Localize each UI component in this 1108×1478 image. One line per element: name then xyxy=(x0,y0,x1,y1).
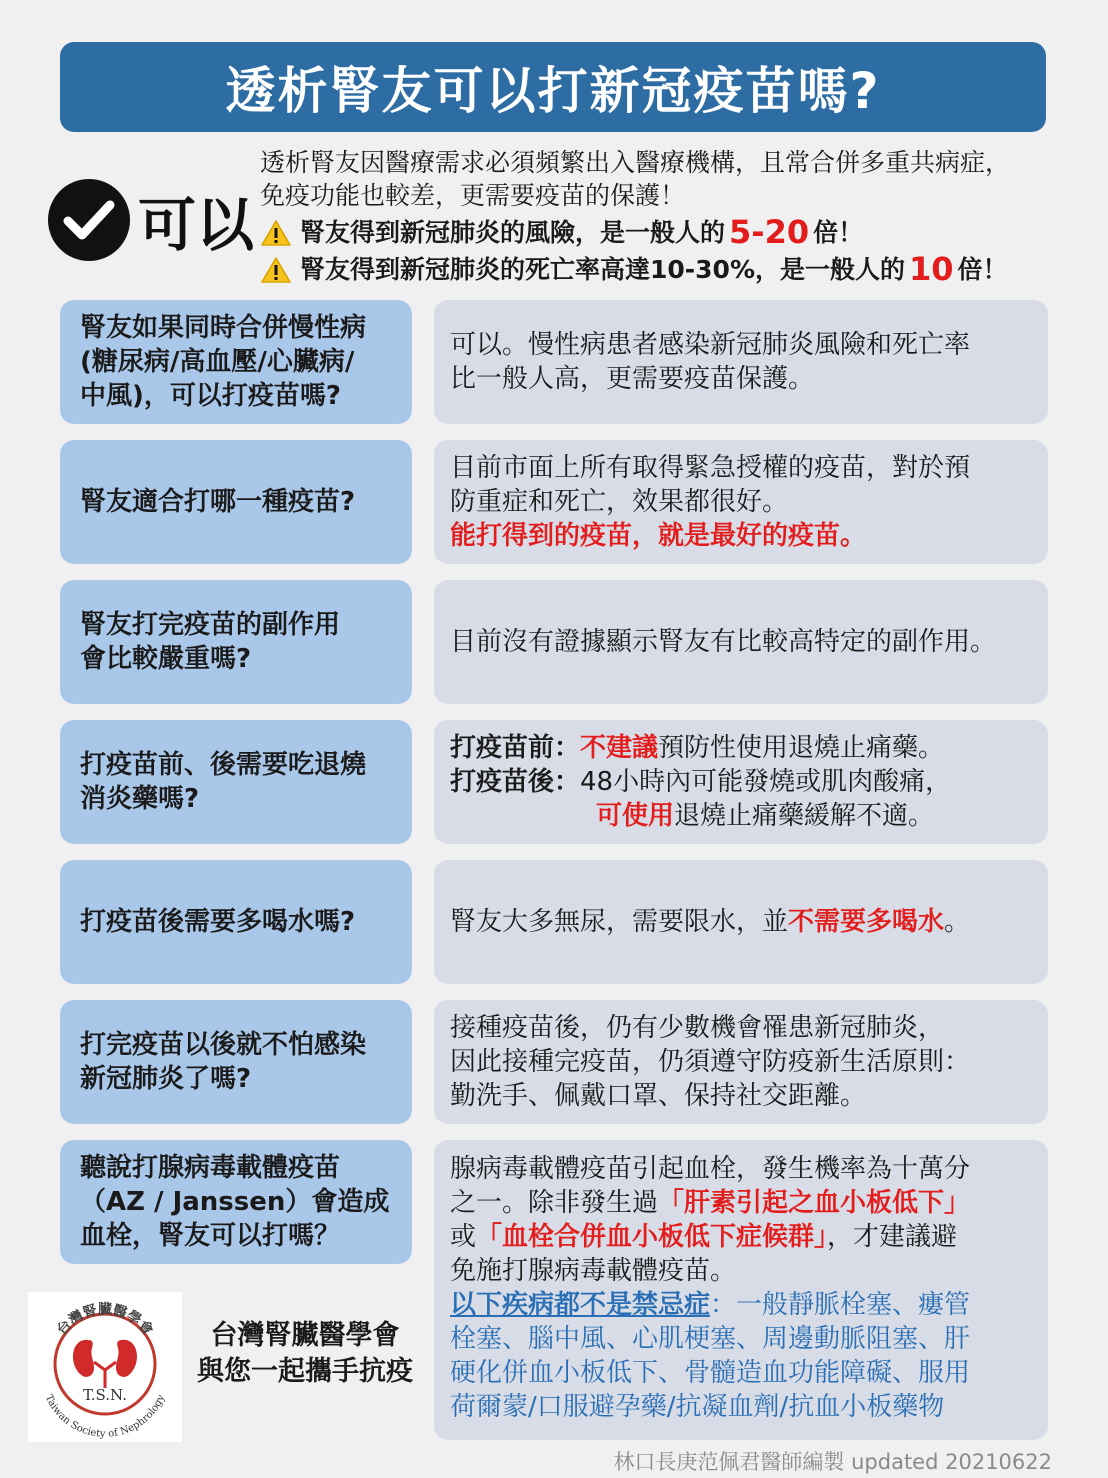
intro-line: 透析腎友因醫療需求必須頻繁出入醫療機構，且常合併多重共病症， xyxy=(260,148,1011,177)
answer-box xyxy=(434,440,1048,564)
society-logo xyxy=(28,1292,182,1442)
warning-mortality xyxy=(260,250,1060,288)
answer-line xyxy=(450,731,951,765)
question-line: 腎友適合打哪一種疫苗? xyxy=(80,487,356,517)
answer-box xyxy=(434,1140,1048,1440)
question-line: 消炎藥嗎? xyxy=(80,784,200,814)
answer-text: 。 xyxy=(944,907,971,937)
question-box xyxy=(60,300,412,424)
answer-text: ：一般靜脈栓塞、瘻管 xyxy=(710,1290,971,1320)
question-line: 會比較嚴重嗎? xyxy=(80,644,252,674)
warning-icon xyxy=(260,219,292,247)
question-line: 血栓，腎友可以打嗎？ xyxy=(80,1221,341,1251)
answer-line xyxy=(450,799,951,833)
answer-highlight: 「肝素引起之血小板低下」 xyxy=(658,1188,971,1218)
answer-highlight: 不需要多喝水 xyxy=(788,907,945,937)
intro-text xyxy=(260,146,1060,286)
risk-multiplier: 5-20 xyxy=(729,213,810,251)
answer-line: 接種疫苗後，仍有少數機會罹患新冠肺炎， xyxy=(450,1013,945,1043)
question-line: 腎友打完疫苗的副作用 xyxy=(80,610,341,640)
answer-text: 預防性使用退燒止痛藥。 xyxy=(658,733,945,763)
answer-text: 48小時內可能發燒或肌肉酸痛， xyxy=(580,767,952,797)
question-box xyxy=(60,580,412,704)
check-icon xyxy=(48,179,130,261)
qa-item xyxy=(60,1000,1050,1124)
question-line: 打疫苗後需要多喝水嗎? xyxy=(80,907,356,937)
answer-line: 防重症和死亡，效果都很好。 xyxy=(450,487,789,517)
question-line: （AZ / Janssen）會造成 xyxy=(80,1187,390,1217)
qa-item xyxy=(60,580,1050,704)
warning-icon xyxy=(260,256,292,284)
qa-item xyxy=(60,860,1050,984)
question-line: (糖尿病/高血壓/心臟病/ xyxy=(80,347,355,377)
warning-text: 倍！ xyxy=(957,255,1008,284)
question-line: 打疫苗前、後需要吃退燒 xyxy=(80,750,367,780)
answer-line: 栓塞、腦中風、心肌梗塞、周邊動脈阻塞、肝 xyxy=(450,1324,971,1354)
qa-item xyxy=(60,1140,1050,1440)
qa-item xyxy=(60,440,1050,564)
answer-box xyxy=(434,1000,1048,1124)
answer-line: 比一般人高，更需要疫苗保護。 xyxy=(450,364,815,394)
footer-credit: 林口長庚范佩君醫師編製 updated 20210622 xyxy=(613,1450,1052,1474)
yes-badge xyxy=(48,178,254,262)
before-label: 打疫苗前： xyxy=(450,733,581,763)
answer-line: 免施打腺病毒載體疫苗。 xyxy=(450,1256,737,1286)
question-line: 新冠肺炎了嗎? xyxy=(80,1064,252,1094)
intro-line: 免疫功能也較差，更需要疫苗的保護！ xyxy=(260,181,686,210)
warning-risk xyxy=(260,213,1060,251)
answer-line: 目前市面上所有取得緊急授權的疫苗，對於預 xyxy=(450,453,971,483)
qa-item xyxy=(60,720,1050,844)
answer-line xyxy=(450,1220,970,1254)
organization-name xyxy=(190,1318,420,1390)
mortality-multiplier: 10 xyxy=(909,250,954,288)
question-box xyxy=(60,1000,412,1124)
answer-text: 退燒止痛藥緩解不適。 xyxy=(674,801,935,831)
logo-top-text: 台灣腎臟醫學會 xyxy=(54,1302,156,1339)
answer-box xyxy=(434,580,1048,704)
not-contraindication-label: 以下疾病都不是禁忌症 xyxy=(450,1290,711,1320)
answer-highlight: 能打得到的疫苗，就是最好的疫苗。 xyxy=(450,521,867,551)
answer-line: 硬化併血小板低下、骨髓造血功能障礙、服用 xyxy=(450,1358,971,1388)
logo-bottom-text: Taiwan Society of Nephrology xyxy=(42,1393,168,1440)
answer-line xyxy=(450,1186,970,1220)
answer-line: 可以。慢性病患者感染新冠肺炎風險和死亡率 xyxy=(450,330,971,360)
answer-box xyxy=(434,300,1048,424)
question-line: 中風)，可以打疫苗嗎? xyxy=(80,381,341,411)
question-line: 打完疫苗以後就不怕感染 xyxy=(80,1030,367,1060)
answer-line xyxy=(450,765,951,799)
after-label: 打疫苗後： xyxy=(450,767,581,797)
answer-line: 勤洗手、佩戴口罩、保持社交距離。 xyxy=(450,1081,867,1111)
org-line: 台灣腎臟醫學會 xyxy=(210,1320,400,1351)
answer-line: 因此接種完疫苗，仍須遵守防疫新生活原則： xyxy=(450,1047,971,1077)
question-box xyxy=(60,1140,412,1264)
answer-highlight: 可使用 xyxy=(596,801,675,831)
answer-line xyxy=(450,1288,970,1322)
page-title: 透析腎友可以打新冠疫苗嗎? xyxy=(60,42,1046,132)
question-box xyxy=(60,440,412,564)
answer-highlight: 「血栓合併血小板低下症候群」 xyxy=(476,1222,828,1252)
yes-label: 可以 xyxy=(138,191,255,259)
question-line: 聽說打腺病毒載體疫苗 xyxy=(80,1153,341,1183)
answer-line: 腺病毒載體疫苗引起血栓，發生機率為十萬分 xyxy=(450,1154,971,1184)
question-box xyxy=(60,860,412,984)
warning-text: 倍！ xyxy=(813,218,864,247)
answer-text: ，才建議避 xyxy=(827,1222,958,1252)
answer-line: 荷爾蒙/口服避孕藥/抗凝血劑/抗血小板藥物 xyxy=(450,1392,945,1422)
qa-item xyxy=(60,300,1050,424)
answer-text: 之一。除非發生過 xyxy=(450,1188,659,1218)
answer-highlight: 不建議 xyxy=(580,733,659,763)
answer-text: 腎友大多無尿，需要限水，並 xyxy=(450,907,789,937)
warning-text: 腎友得到新冠肺炎的風險，是一般人的 xyxy=(300,218,726,247)
answer-box xyxy=(434,860,1048,984)
warning-text: 腎友得到新冠肺炎的死亡率高達10-30%，是一般人的 xyxy=(300,255,906,284)
question-line: 腎友如果同時合併慢性病 xyxy=(80,313,367,343)
logo-abbr: T.S.N. xyxy=(82,1386,128,1404)
answer-box xyxy=(434,720,1048,844)
org-line: 與您一起攜手抗疫 xyxy=(197,1356,413,1387)
answer-text: 或 xyxy=(450,1222,477,1252)
answer-line: 目前沒有證據顯示腎友有比較高特定的副作用。 xyxy=(450,627,997,657)
question-box xyxy=(60,720,412,844)
